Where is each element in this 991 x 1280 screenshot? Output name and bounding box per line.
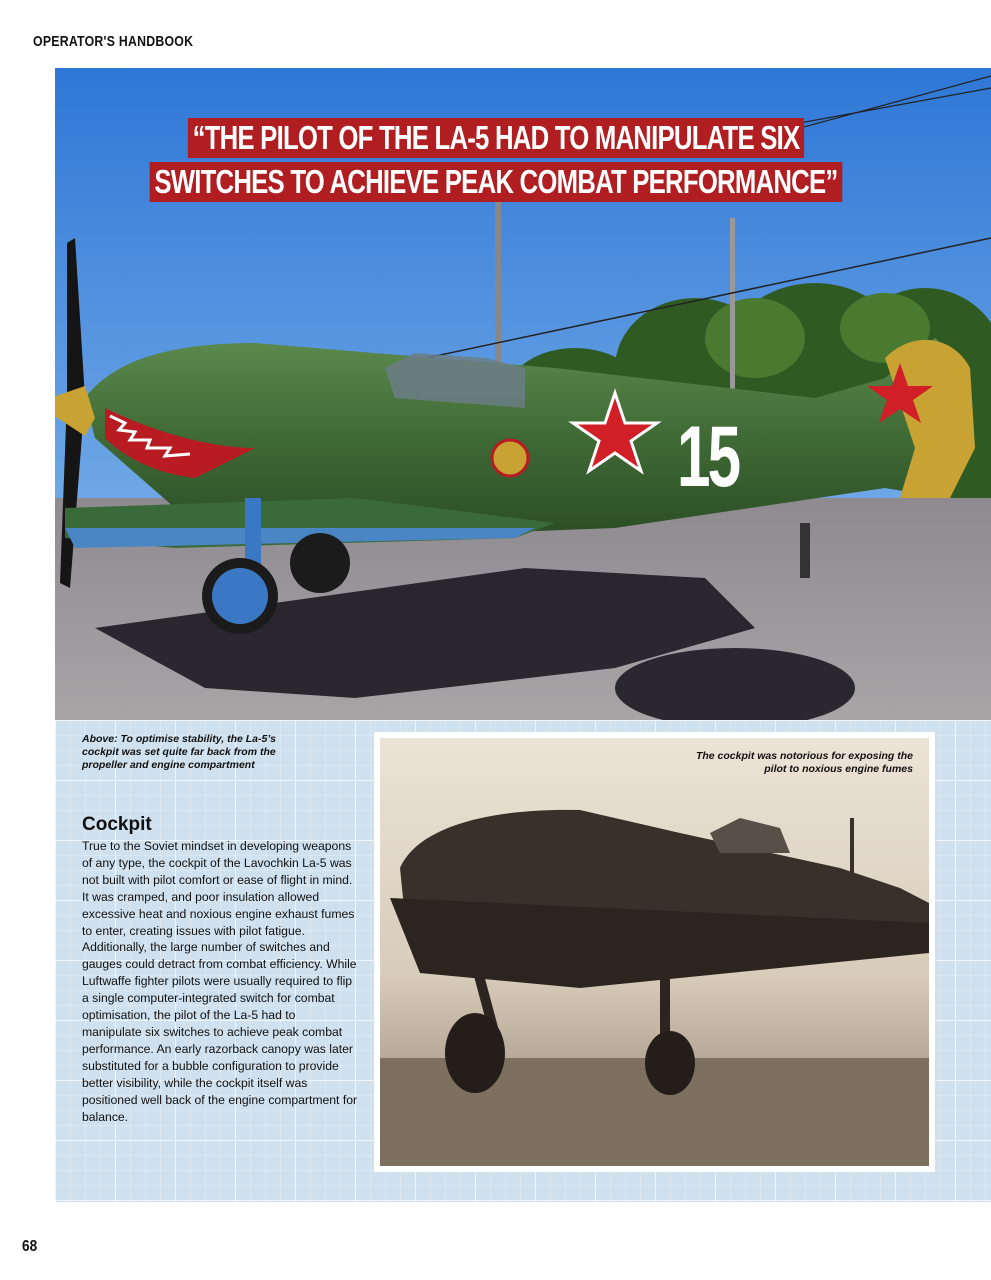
caption-text: To optimise stability, the La-5’s cockpit was set quite far back from the propeller and engine compartment — [82, 733, 276, 771]
archival-photo — [374, 732, 935, 1172]
section-header: OPERATOR'S HANDBOOK — [33, 33, 194, 50]
article-title: Cockpit — [82, 814, 152, 835]
page-number: 68 — [22, 1238, 38, 1255]
caption-lead: Above: — [82, 733, 118, 745]
article-body: True to the Soviet mindset in developing weapons of any type, the cockpit of the Lavochkin La-5 was not built with pilot comfort or ease of flight in mind. It was cramped, and poor insulation allowed excessive heat and noxious engine exhaust fumes to enter, creating issues with pilot fatigue. Additionally, the large number of switches and gauges could detract from combat efficiency. While Luftwaffe fighter pilots were usually required to flip a single computer-integrated switch for combat optimisation, the pilot of the La-5 had to manipulate six switches to achieve peak combat performance. An early razorback canopy was later substituted for a bubble configuration to provide better visibility, while the cockpit itself was positioned well back of the engine compartment for balance. — [82, 839, 358, 1124]
caption-archival-photo: The cockpit was notorious for exposing the pilot to noxious engine fumes — [695, 750, 913, 775]
pull-quote-line-2: SWITCHES TO ACHIEVE PEAK COMBAT PERFORMANCE” — [149, 162, 841, 202]
tail-number: 15 — [677, 409, 739, 505]
pull-quote-line-1: “THE PILOT OF THE LA-5 HAD TO MANIPULATE SIX — [187, 118, 803, 158]
caption-top-photo — [82, 733, 312, 772]
pull-quote — [0, 118, 991, 206]
